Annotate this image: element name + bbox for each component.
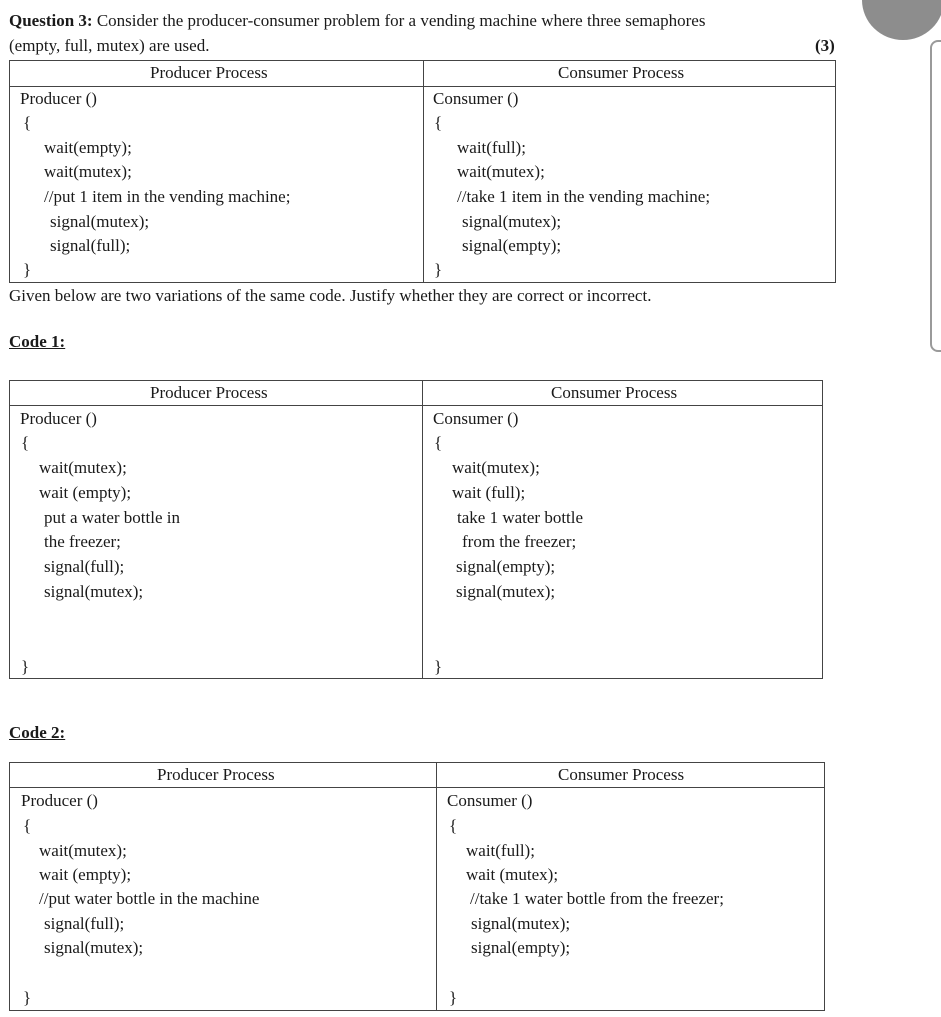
code-line: wait(full); xyxy=(466,841,535,860)
code-line: signal(full); xyxy=(44,914,125,933)
original-code-table xyxy=(9,60,836,283)
code-line: signal(full); xyxy=(44,557,125,576)
code-line: Producer () xyxy=(20,89,97,108)
code-line: //take 1 item in the vending machine; xyxy=(457,187,711,206)
question-text-2: (empty, full, mutex) are used. xyxy=(9,36,210,55)
code-line: signal(empty); xyxy=(471,938,571,957)
given-text: Given below are two variations of the same code. Justify whether they are correct or incorrect. xyxy=(9,286,652,305)
code-line: wait (empty); xyxy=(39,483,132,502)
code-line: } xyxy=(23,988,32,1007)
code-line: Producer () xyxy=(21,791,98,810)
code-line: signal(mutex); xyxy=(44,938,144,957)
code-line: { xyxy=(23,816,32,835)
code-line: signal(mutex); xyxy=(456,582,556,601)
code-line: //take 1 water bottle from the freezer; xyxy=(470,889,724,908)
code-line: signal(mutex); xyxy=(44,582,144,601)
code-line: wait(mutex); xyxy=(39,458,127,477)
code-line: Consumer () xyxy=(447,791,533,810)
code2-title: Code 2: xyxy=(9,723,66,742)
code-line: wait (empty); xyxy=(39,865,132,884)
code-line: { xyxy=(23,113,32,132)
code-line: wait(mutex); xyxy=(457,162,545,181)
question-marks: (3) xyxy=(815,36,835,55)
code-line: Consumer () xyxy=(433,409,519,428)
code-line: put a water bottle in xyxy=(44,508,180,527)
consumer-header: Consumer Process xyxy=(558,765,685,784)
code-line: the freezer; xyxy=(44,532,121,551)
code-line: { xyxy=(434,113,443,132)
producer-header: Producer Process xyxy=(150,383,268,402)
code-line: Consumer () xyxy=(433,89,519,108)
code-line: } xyxy=(434,657,443,676)
code2-table xyxy=(9,762,825,1011)
producer-header: Producer Process xyxy=(150,63,268,82)
question-text-1: Consider the producer-consumer problem for a vending machine where three semaphores xyxy=(92,11,706,30)
code-line: wait(mutex); xyxy=(452,458,540,477)
code1-title: Code 1: xyxy=(9,332,66,351)
code-line: wait(empty); xyxy=(44,138,132,157)
code-line: } xyxy=(21,657,30,676)
table-column-divider xyxy=(436,763,437,1010)
code-line: wait(mutex); xyxy=(39,841,127,860)
code-line: signal(mutex); xyxy=(462,212,562,231)
code-line: } xyxy=(434,260,443,279)
producer-header: Producer Process xyxy=(157,765,275,784)
code-line: } xyxy=(23,260,32,279)
code-line: signal(mutex); xyxy=(471,914,571,933)
code-line: wait(mutex); xyxy=(44,162,132,181)
code-line: //put water bottle in the machine xyxy=(39,889,260,908)
code-line: wait (full); xyxy=(452,483,526,502)
code-line: } xyxy=(449,988,458,1007)
code-line: { xyxy=(434,433,443,452)
code-line: take 1 water bottle xyxy=(457,508,584,527)
table-column-divider xyxy=(423,61,424,282)
overlay-circle xyxy=(862,0,941,40)
code-line: signal(mutex); xyxy=(50,212,150,231)
code-line: //put 1 item in the vending machine; xyxy=(44,187,291,206)
code-line: wait (mutex); xyxy=(466,865,559,884)
table-header-divider xyxy=(10,405,822,406)
table-column-divider xyxy=(422,381,423,678)
consumer-header: Consumer Process xyxy=(558,63,685,82)
code-line: from the freezer; xyxy=(462,532,577,551)
code-line: signal(full); xyxy=(50,236,131,255)
code-line: wait(full); xyxy=(457,138,526,157)
table-header-divider xyxy=(10,787,824,788)
scroll-panel-edge[interactable] xyxy=(930,40,941,352)
code-line: { xyxy=(449,816,458,835)
code-line: { xyxy=(21,433,30,452)
code1-table xyxy=(9,380,823,679)
code-line: Producer () xyxy=(20,409,97,428)
question-line-1 xyxy=(9,12,705,29)
consumer-header: Consumer Process xyxy=(551,383,678,402)
code-line: signal(empty); xyxy=(456,557,556,576)
code-line: signal(empty); xyxy=(462,236,562,255)
question-label: Question 3: xyxy=(9,11,93,30)
